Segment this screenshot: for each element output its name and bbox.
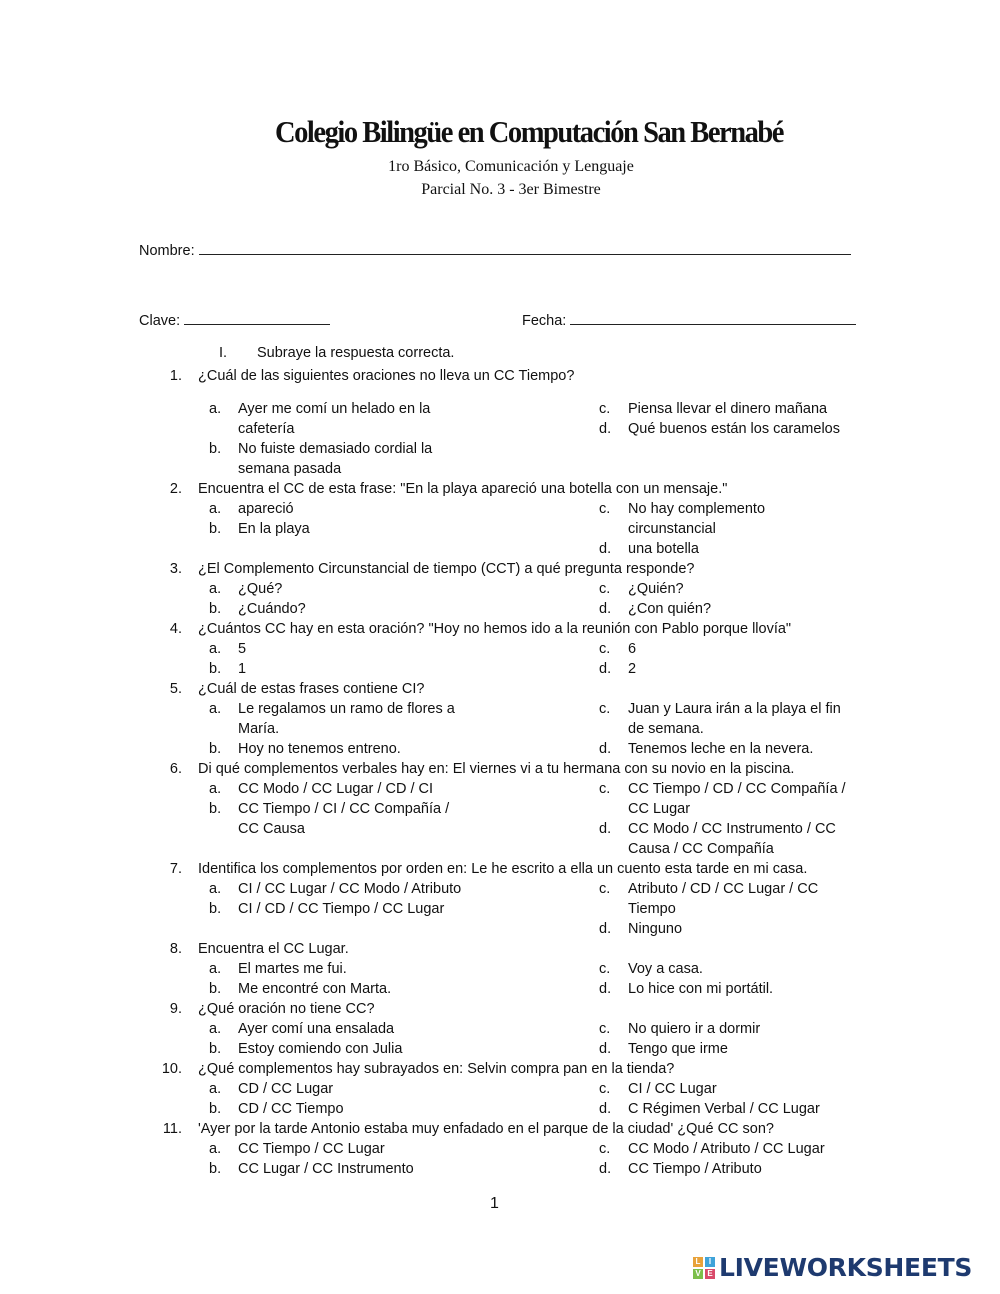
option-letter: b. [209, 1161, 222, 1177]
option-letter: c. [599, 501, 611, 517]
logo-text: LIVEWORKSHEETS [719, 1253, 973, 1282]
logo-tile: E [705, 1269, 715, 1279]
option-text-c[interactable]: CC Modo / Atributo / CC Lugar [628, 1141, 825, 1157]
option-text-b[interactable]: Me encontré con Marta. [238, 981, 392, 997]
option-text-c[interactable]: Voy a casa. [628, 961, 703, 977]
name-field[interactable] [139, 240, 851, 259]
option-text-d[interactable]: CC Modo / CC Instrumento / CC Causa / CC Compañía [628, 821, 836, 857]
option-text-d[interactable]: Lo hice con mi portátil. [628, 981, 774, 997]
option-letter: b. [209, 1101, 222, 1117]
option-letter: c. [599, 641, 611, 657]
option-text-b[interactable]: No fuiste demasiado cordial la semana pasada [238, 441, 433, 477]
question-number: 9. [169, 1001, 182, 1017]
question-number: 4. [169, 621, 182, 637]
option-text-c[interactable]: 6 [628, 641, 637, 657]
option-letter: c. [599, 1021, 611, 1037]
option-text-b[interactable]: Hoy no tenemos entreno. [238, 741, 401, 757]
clave-line [184, 310, 330, 325]
option-letter: d. [599, 981, 612, 997]
question-text: Encuentra el CC Lugar. [198, 941, 349, 957]
option-letter: d. [599, 921, 612, 937]
option-text-a[interactable]: 5 [238, 641, 247, 657]
option-text-a[interactable]: Ayer comí una ensalada [238, 1021, 395, 1037]
question-number: 10. [161, 1061, 182, 1077]
question-text: ¿Cuántos CC hay en esta oración? "Hoy no hemos ido a la reunión con Pablo porque llovía" [198, 621, 792, 637]
option-letter: b. [209, 801, 222, 817]
option-text-b[interactable]: CC Tiempo / CI / CC Compañía / CC Causa [238, 801, 450, 837]
option-text-d[interactable]: Tengo que irme [628, 1041, 728, 1057]
option-letter: a. [209, 881, 222, 897]
option-letter: a. [209, 501, 222, 517]
option-text-a[interactable]: CC Tiempo / CC Lugar [238, 1141, 385, 1157]
exam-title: Parcial No. 3 - 3er Bimestre [421, 181, 601, 198]
question-text: ¿Cuál de estas frases contiene CI? [198, 681, 425, 697]
option-text-d[interactable]: una botella [628, 541, 699, 557]
question-number: 2. [169, 481, 182, 497]
question-text: ¿El Complemento Circunstancial de tiempo (CCT) a qué pregunta responde? [198, 561, 695, 577]
option-letter: d. [599, 661, 612, 677]
option-text-c[interactable]: CC Tiempo / CD / CC Compañía / CC Lugar [628, 781, 846, 817]
liveworksheets-logo [693, 1253, 972, 1282]
question-text: ¿Cuál de las siguientes oraciones no lleva un CC Tiempo? [198, 368, 575, 384]
fecha-line [570, 310, 856, 325]
question-number: 3. [169, 561, 182, 577]
option-letter: c. [599, 881, 611, 897]
option-letter: a. [209, 1081, 222, 1097]
option-letter: b. [209, 601, 222, 617]
option-letter: a. [209, 1021, 222, 1037]
option-text-b[interactable]: En la playa [238, 521, 310, 537]
course-title: 1ro Básico, Comunicación y Lenguaje [388, 158, 634, 175]
option-text-c[interactable]: No hay complemento circunstancial [628, 501, 766, 537]
option-letter: c. [599, 701, 611, 717]
option-letter: d. [599, 1101, 612, 1117]
question-number: 8. [169, 941, 182, 957]
question-number: 1. [169, 368, 182, 384]
option-text-c[interactable]: CI / CC Lugar [628, 1081, 717, 1097]
option-text-d[interactable]: Tenemos leche en la nevera. [628, 741, 814, 757]
option-text-b[interactable]: CD / CC Tiempo [238, 1101, 344, 1117]
option-text-a[interactable]: CD / CC Lugar [238, 1081, 334, 1097]
school-name: Colegio Bilingüe en Computación San Bernabé [275, 114, 783, 149]
option-letter: a. [209, 641, 222, 657]
option-text-a[interactable]: Le regalamos un ramo de flores a María. [238, 701, 455, 737]
option-letter: c. [599, 1141, 611, 1157]
option-text-b[interactable]: ¿Cuándo? [238, 601, 306, 617]
option-text-a[interactable]: CI / CC Lugar / CC Modo / Atributo [238, 881, 462, 897]
option-letter: b. [209, 901, 222, 917]
clave-field[interactable] [139, 310, 330, 329]
question-text: ¿Qué oración no tiene CC? [198, 1001, 375, 1017]
option-letter: b. [209, 521, 222, 537]
question-text: Identifica los complementos por orden en: Le he escrito a ella un cuento esta tarde en mi casa. [198, 861, 808, 877]
option-text-d[interactable]: Qué buenos están los caramelos [628, 421, 840, 437]
option-text-b[interactable]: CI / CD / CC Tiempo / CC Lugar [238, 901, 445, 917]
option-letter: a. [209, 1141, 222, 1157]
question-text: ¿Qué complementos hay subrayados en: Selvin compra pan en la tienda? [198, 1061, 675, 1077]
option-text-b[interactable]: CC Lugar / CC Instrumento [238, 1161, 414, 1177]
option-text-a[interactable]: Ayer me comí un helado en la cafetería [238, 401, 431, 437]
option-letter: c. [599, 1081, 611, 1097]
logo-tiles-icon [693, 1257, 715, 1279]
option-text-d[interactable]: Ninguno [628, 921, 683, 937]
name-line [199, 240, 851, 255]
option-letter: b. [209, 741, 222, 757]
option-letter: a. [209, 701, 222, 717]
logo-tile: V [693, 1269, 703, 1279]
question-text: Di qué complementos verbales hay en: El viernes vi a tu hermana con su novio en la piscina. [198, 761, 795, 777]
option-letter: b. [209, 661, 222, 677]
question-number: 7. [169, 861, 182, 877]
option-letter: d. [599, 601, 612, 617]
question-number: 6. [169, 761, 182, 777]
option-text-a[interactable]: El martes me fui. [238, 961, 347, 977]
option-letter: c. [599, 401, 611, 417]
option-letter: a. [209, 581, 222, 597]
question-text: 'Ayer por la tarde Antonio estaba muy enfadado en el parque de la ciudad' ¿Qué CC son? [198, 1121, 774, 1137]
option-text-c[interactable]: ¿Quién? [628, 581, 684, 597]
option-text-c[interactable]: No quiero ir a dormir [628, 1021, 761, 1037]
question-text: Encuentra el CC de esta frase: "En la playa apareció una botella con un mensaje." [198, 481, 728, 497]
section-instructions: Subraye la respuesta correcta. [257, 345, 455, 361]
logo-tile: I [705, 1257, 715, 1267]
option-letter: a. [209, 401, 222, 417]
option-text-a[interactable]: CC Modo / CC Lugar / CD / CI [238, 781, 433, 797]
option-letter: c. [599, 961, 611, 977]
option-text-c[interactable]: Juan y Laura irán a la playa el fin de semana. [628, 701, 841, 737]
option-letter: d. [599, 1161, 612, 1177]
option-text-d[interactable]: CC Tiempo / Atributo [628, 1161, 762, 1177]
name-label: Nombre: [139, 243, 195, 259]
option-text-a[interactable]: ¿Qué? [238, 581, 283, 597]
option-letter: b. [209, 441, 222, 457]
option-text-c[interactable]: Atributo / CD / CC Lugar / CC Tiempo [628, 881, 819, 917]
fecha-field[interactable] [522, 310, 856, 329]
option-text-b[interactable]: Estoy comiendo con Julia [238, 1041, 403, 1057]
option-letter: c. [599, 581, 611, 597]
fecha-label: Fecha: [522, 313, 567, 329]
option-text-b[interactable]: 1 [238, 661, 247, 677]
page-number: 1 [490, 1195, 499, 1212]
option-letter: d. [599, 421, 612, 437]
section-number: I. [219, 345, 228, 361]
option-text-d[interactable]: 2 [628, 661, 637, 677]
option-text-d[interactable]: ¿Con quién? [628, 601, 712, 617]
option-text-d[interactable]: C Régimen Verbal / CC Lugar [628, 1101, 820, 1117]
option-letter: a. [209, 961, 222, 977]
question-number: 11. [162, 1121, 182, 1137]
option-letter: c. [599, 781, 611, 797]
option-letter: b. [209, 981, 222, 997]
logo-tile: L [693, 1257, 703, 1267]
option-letter: d. [599, 1041, 612, 1057]
option-letter: d. [599, 821, 612, 837]
option-letter: b. [209, 1041, 222, 1057]
option-text-a[interactable]: apareció [238, 501, 294, 517]
question-number: 5. [169, 681, 182, 697]
option-letter: d. [599, 541, 612, 557]
option-text-c[interactable]: Piensa llevar el dinero mañana [628, 401, 828, 417]
clave-label: Clave: [139, 313, 181, 329]
option-letter: a. [209, 781, 222, 797]
option-letter: d. [599, 741, 612, 757]
